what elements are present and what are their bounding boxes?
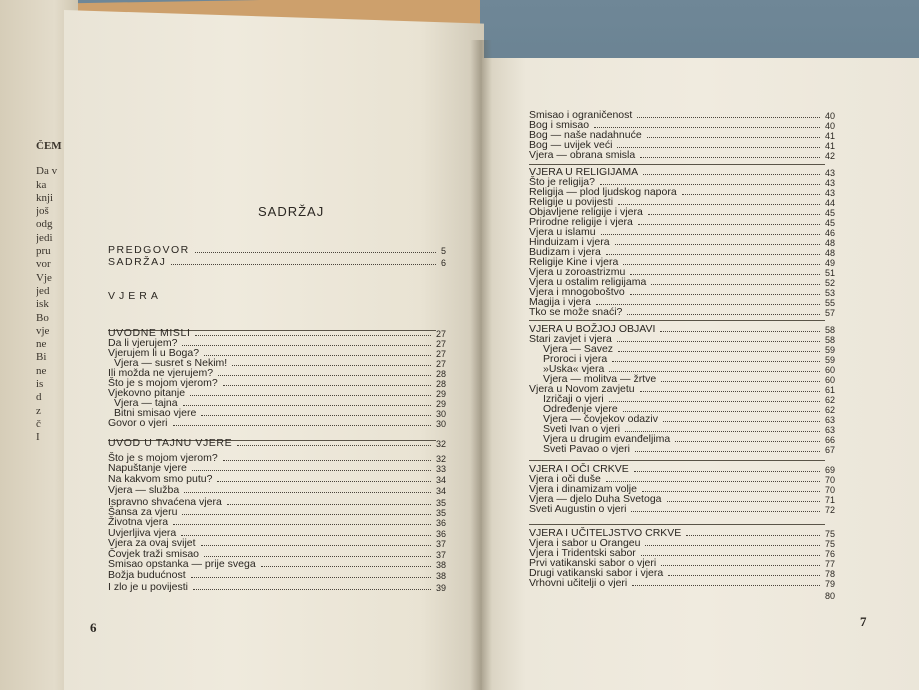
back-book-line: pru — [36, 245, 51, 258]
toc-entry-page: 27 — [435, 329, 446, 339]
toc-entry-page: 48 — [824, 248, 835, 258]
toc-entry-title: Drugi vatikanski sabor i vjera — [529, 567, 664, 579]
toc-leader-dots — [606, 481, 820, 482]
toc-entry-page: 80 — [824, 591, 835, 601]
toc-entry-page: 40 — [824, 111, 835, 121]
toc-leader-dots — [201, 545, 431, 546]
toc-entry-title: Magija i vjera — [529, 296, 591, 308]
toc-entry-title: Vjera u drugim evanđeljima — [543, 433, 671, 445]
toc-entry-page: 36 — [435, 518, 446, 528]
toc-entry-page: 70 — [824, 485, 835, 495]
toc-leader-dots — [635, 451, 820, 452]
toc-entry-page: 78 — [824, 569, 835, 579]
toc-heading: SADRŽAJ — [258, 204, 325, 219]
toc-entry-page: 30 — [435, 409, 446, 419]
back-book-line: ne — [36, 338, 47, 351]
toc-leader-dots — [631, 511, 820, 512]
toc-entry-page: 45 — [824, 208, 835, 218]
toc-entry-page: 43 — [824, 188, 835, 198]
toc-entry-page: 49 — [824, 258, 835, 268]
toc-entry — [529, 503, 835, 515]
toc-leader-dots — [651, 284, 820, 285]
toc-leader-dots — [218, 375, 431, 376]
toc-entry-page: 35 — [435, 498, 446, 508]
toc-leader-dots — [223, 460, 431, 461]
toc-entry-page: 75 — [824, 529, 835, 539]
section-rule — [529, 320, 825, 321]
toc-entry-title: Vjera i sabor u Orangeu — [529, 537, 641, 549]
book-gutter — [470, 40, 492, 690]
toc-entry-title: Božja budućnost — [108, 569, 186, 581]
toc-entry-page: 32 — [435, 439, 446, 449]
toc-entry-page: 76 — [824, 549, 835, 559]
toc-entry-page: 66 — [824, 435, 835, 445]
toc-leader-dots — [204, 355, 431, 356]
toc-entry-title: Vjekovno pitanje — [108, 387, 186, 399]
toc-leader-dots — [193, 589, 431, 590]
toc-entry-page: 37 — [435, 539, 446, 549]
toc-leader-dots — [661, 565, 820, 566]
toc-leader-dots — [623, 411, 820, 412]
toc-entry-page: 75 — [824, 539, 835, 549]
toc-leader-dots — [596, 304, 820, 305]
toc-entry-title: Vjerujem li u Boga? — [108, 347, 200, 359]
back-book-line: Da v — [36, 165, 58, 178]
toc-leader-dots — [645, 545, 820, 546]
toc-entry-title: Bitni smisao vjere — [114, 407, 197, 419]
toc-entry-title: Prvi vatikanski sabor o vjeri — [529, 557, 657, 569]
toc-entry — [108, 417, 446, 429]
toc-entry-title: Prirodne religije i vjera — [529, 216, 633, 228]
toc-leader-dots — [660, 331, 820, 332]
toc-entry-page: 35 — [435, 508, 446, 518]
toc-leader-dots — [640, 391, 820, 392]
toc-entry-page: 41 — [824, 141, 835, 151]
toc-entry-page: 62 — [824, 395, 835, 405]
toc-entry-page: 33 — [435, 464, 446, 474]
toc-leader-dots — [638, 224, 820, 225]
toc-leader-dots — [232, 365, 431, 366]
toc-leader-dots — [600, 184, 820, 185]
toc-entry-title: Životna vjera — [108, 516, 169, 528]
toc-leader-dots — [171, 264, 436, 265]
toc-leader-dots — [627, 314, 820, 315]
back-book-line: is — [36, 378, 44, 391]
toc-entry — [108, 484, 446, 496]
toc-entry-page: 28 — [435, 369, 446, 379]
toc-entry-page: 55 — [824, 298, 835, 308]
toc-leader-dots — [183, 405, 431, 406]
toc-entry-title: Smisao opstanka — prije svega — [108, 558, 256, 570]
toc-entry-title: Religije u povijesti — [529, 196, 614, 208]
toc-leader-dots — [661, 381, 820, 382]
page-number-right: 7 — [860, 614, 867, 629]
toc-entry-title: Proroci i vjera — [543, 353, 608, 365]
toc-leader-dots — [237, 445, 431, 446]
toc-leader-dots — [601, 234, 820, 235]
toc-entry-title: Tko se može snaći? — [529, 306, 623, 318]
toc-entry-page: 6 — [440, 258, 446, 268]
toc-leader-dots — [617, 341, 820, 342]
toc-leader-dots — [227, 504, 431, 505]
toc-entry-title: Vjera u Novom zavjetu — [529, 383, 635, 395]
toc-leader-dots — [686, 535, 820, 536]
back-book-line: z — [36, 404, 41, 417]
toc-entry-page: 30 — [435, 419, 446, 429]
back-book-line: Vje — [36, 271, 52, 284]
section-rule — [529, 164, 825, 165]
toc-leader-dots — [618, 351, 820, 352]
toc-entry-title: »Uska« vjera — [543, 363, 605, 375]
toc-entry-title: Vjera i oči duše — [529, 473, 601, 485]
toc-entry-title: Objavljene religije i vjera — [529, 206, 643, 218]
toc-entry-page: 32 — [435, 454, 446, 464]
toc-entry-page: 36 — [435, 529, 446, 539]
back-book-line: vor — [36, 258, 51, 271]
toc-leader-dots — [632, 585, 820, 586]
toc-entry-page: 69 — [824, 465, 835, 475]
section-rule — [529, 524, 825, 525]
toc-entry — [108, 256, 446, 268]
toc-entry — [529, 443, 835, 455]
toc-entry-title: Vjera — obrana smisla — [529, 149, 636, 161]
toc-entry-title: Religija — plod ljudskog napora — [529, 186, 677, 198]
toc-entry — [108, 581, 446, 593]
toc-entry-page: 77 — [824, 559, 835, 569]
toc-entry-title: Budizam i vjera — [529, 246, 601, 258]
toc-leader-dots — [195, 252, 436, 253]
toc-entry-page: 63 — [824, 425, 835, 435]
back-book-line: Bi — [36, 351, 47, 364]
toc-entry-title: Vjera u islamu — [529, 226, 596, 238]
toc-leader-dots — [623, 264, 820, 265]
toc-entry-page: 39 — [435, 583, 446, 593]
toc-entry-title: UVOD U TAJNU VJERE — [108, 437, 233, 449]
toc-leader-dots — [594, 127, 820, 128]
back-book-line: isk — [36, 298, 49, 311]
toc-entry-page: 38 — [435, 571, 446, 581]
toc-entry-page: 27 — [435, 349, 446, 359]
toc-entry-page: 58 — [824, 325, 835, 335]
toc-entry-title: Vjera — čovjekov odaziv — [543, 413, 658, 425]
toc-entry-title: PREDGOVOR — [108, 244, 190, 256]
toc-entry — [108, 244, 446, 256]
toc-entry-title: Određenje vjere — [543, 403, 618, 415]
toc-entry-page: 27 — [435, 359, 446, 369]
toc-leader-dots — [609, 401, 820, 402]
toc-leader-dots — [173, 524, 431, 525]
toc-entry — [108, 569, 446, 581]
toc-entry-title: Vjera u zoroastrizmu — [529, 266, 626, 278]
toc-entry-title: UVODNE MISLI — [108, 327, 191, 339]
toc-entry-title: Što je s mojom vjerom? — [108, 452, 218, 464]
back-book-line: č — [36, 417, 41, 430]
toc-entry-title: Čovjek traži smisao — [108, 548, 200, 560]
toc-leader-dots — [648, 214, 820, 215]
toc-entry-title: Izričaji o vjeri — [543, 393, 604, 405]
toc-entry-title: Bog — naše nadahnuće — [529, 129, 642, 141]
toc-leader-dots — [637, 117, 820, 118]
toc-leader-dots — [643, 174, 820, 175]
toc-entry-page: 5 — [440, 246, 446, 256]
toc-entry-title: VJERA U BOŽJOJ OBJAVI — [529, 323, 656, 335]
toc-leader-dots — [615, 244, 820, 245]
back-book-line: d — [36, 391, 42, 404]
toc-entry-page: 28 — [435, 379, 446, 389]
toc-leader-dots — [625, 431, 820, 432]
toc-entry-title: Vjera i dinamizam volje — [529, 483, 637, 495]
toc-entry-page: 38 — [435, 560, 446, 570]
toc-leader-dots — [682, 194, 820, 195]
toc-entry-page: 44 — [824, 198, 835, 208]
toc-entry-title: Vrhovni učitelji o vjeri — [529, 577, 628, 589]
toc-entry-title: Šansa za vjeru — [108, 506, 178, 518]
toc-entry-title: Vjera — služba — [108, 484, 180, 496]
toc-leader-dots — [184, 492, 431, 493]
toc-leader-dots — [663, 421, 820, 422]
section-rule — [529, 460, 825, 461]
toc-entry-title: Vjera — susret s Nekim! — [114, 357, 228, 369]
toc-entry-page: 67 — [824, 445, 835, 455]
back-book-line: još — [36, 205, 49, 218]
toc-leader-dots — [618, 204, 820, 205]
toc-entry-page: 37 — [435, 550, 446, 560]
toc-entry-page: 43 — [824, 168, 835, 178]
toc-entry-title: Vjera u ostalim religijama — [529, 276, 647, 288]
toc-entry-page: 48 — [824, 238, 835, 248]
toc-leader-dots — [606, 254, 820, 255]
toc-entry-title: Hinduizam i vjera — [529, 236, 610, 248]
toc-entry-title: Na kakvom smo putu? — [108, 473, 213, 485]
toc-entry-page: 63 — [824, 415, 835, 425]
toc-entry — [529, 577, 835, 589]
toc-entry-title: VJERA U RELIGIJAMA — [529, 166, 639, 178]
toc-entry-page: 70 — [824, 475, 835, 485]
toc-leader-dots — [195, 335, 431, 336]
toc-entry-title: Što je religija? — [529, 176, 595, 188]
toc-leader-dots — [261, 566, 431, 567]
toc-entry-title: Sveti Pavao o vjeri — [543, 443, 630, 455]
toc-leader-dots — [612, 361, 820, 362]
toc-entry-title: SADRŽAJ — [108, 256, 167, 268]
toc-entry-page: 41 — [824, 131, 835, 141]
toc-leader-dots — [204, 556, 431, 557]
toc-entry-page: 58 — [824, 335, 835, 345]
toc-entry-title: Sveti Ivan o vjeri — [543, 423, 621, 435]
toc-entry-title: Napuštanje vjere — [108, 462, 187, 474]
toc-leader-dots — [181, 535, 431, 536]
toc-leader-dots — [667, 501, 820, 502]
toc-entry-page: 27 — [435, 339, 446, 349]
toc-entry — [529, 589, 835, 601]
toc-leader-dots — [217, 481, 431, 482]
toc-entry-title: Uvjerljiva vjera — [108, 527, 177, 539]
toc-entry-page: 34 — [435, 486, 446, 496]
toc-entry-title: Ispravno shvaćena vjera — [108, 496, 222, 508]
toc-leader-dots — [609, 371, 820, 372]
right-toc — [529, 103, 835, 603]
toc-entry-title: Vjera za ovaj svijet — [108, 537, 196, 549]
toc-entry-title: Smisao i ograničenost — [529, 109, 633, 121]
toc-entry-title: VJERA I UČITELJSTVO CRKVE — [529, 527, 682, 539]
back-book-line: Bo — [36, 311, 49, 324]
toc-leader-dots — [617, 147, 820, 148]
toc-entry-page: 29 — [435, 389, 446, 399]
toc-entry-page: 43 — [824, 178, 835, 188]
back-book-title: ČEM — [36, 140, 62, 152]
toc-entry-page: 51 — [824, 268, 835, 278]
toc-entry-title: VJERA — [108, 290, 162, 302]
toc-entry-title: I zlo je u povijesti — [108, 581, 188, 593]
toc-entry-page: 59 — [824, 355, 835, 365]
toc-entry-page: 45 — [824, 218, 835, 228]
toc-entry — [108, 290, 446, 302]
back-book-line: ka — [36, 178, 47, 191]
toc-entry-page: 46 — [824, 228, 835, 238]
toc-leader-dots — [182, 514, 431, 515]
toc-leader-dots — [201, 415, 431, 416]
toc-leader-dots — [668, 575, 820, 576]
back-book-line: odg — [36, 218, 53, 231]
toc-entry-page: 34 — [435, 475, 446, 485]
toc-entry-title: VJERA I OČI CRKVE — [529, 463, 629, 475]
toc-entry-page: 79 — [824, 579, 835, 589]
toc-entry-page: 60 — [824, 375, 835, 385]
toc-entry-page: 40 — [824, 121, 835, 131]
toc-entry-page: 42 — [824, 151, 835, 161]
toc-entry-title: Govor o vjeri — [108, 417, 168, 429]
toc-entry-page: 59 — [824, 345, 835, 355]
toc-entry-title: Da li vjerujem? — [108, 337, 178, 349]
toc-leader-dots — [192, 470, 431, 471]
toc-leader-dots — [642, 491, 820, 492]
back-book-line: ne — [36, 364, 47, 377]
toc-entry-title: Vjera — Savez — [543, 343, 614, 355]
left-toc — [108, 240, 446, 620]
back-book-line: knji — [36, 191, 54, 204]
toc-leader-dots — [223, 385, 431, 386]
toc-entry-title: Bog i smisao — [529, 119, 590, 131]
toc-leader-dots — [630, 274, 820, 275]
toc-entry-title: Bog — uvijek veći — [529, 139, 613, 151]
toc-entry-title: Vjera i mnogoboštvo — [529, 286, 625, 298]
page-number-left: 6 — [90, 620, 97, 635]
toc-leader-dots — [173, 425, 431, 426]
toc-entry-page: 61 — [824, 385, 835, 395]
toc-entry-title: Stari zavjet i vjera — [529, 333, 612, 345]
toc-entry-title: Ili možda ne vjerujem? — [108, 367, 214, 379]
toc-entry-title: Vjera — djelo Duha Svetoga — [529, 493, 662, 505]
toc-leader-dots — [647, 137, 820, 138]
toc-entry-page: 52 — [824, 278, 835, 288]
toc-entry-page: 71 — [824, 495, 835, 505]
toc-leader-dots — [191, 577, 431, 578]
toc-entry-page: 29 — [435, 399, 446, 409]
toc-entry-title: Vjera — tajna — [114, 397, 178, 409]
toc-entry-title: Vjera i Tridentski sabor — [529, 547, 636, 559]
toc-entry — [529, 149, 835, 161]
toc-entry-title: Sveti Augustin o vjeri — [529, 503, 627, 515]
toc-leader-dots — [634, 471, 820, 472]
back-book-line: jed — [36, 284, 50, 297]
toc-leader-dots — [630, 294, 820, 295]
toc-entry-page: 72 — [824, 505, 835, 515]
toc-entry-page: 57 — [824, 308, 835, 318]
toc-leader-dots — [190, 395, 431, 396]
toc-entry-page: 53 — [824, 288, 835, 298]
toc-entry — [529, 306, 835, 318]
back-book-line: vje — [36, 324, 50, 337]
toc-leader-dots — [641, 555, 820, 556]
toc-leader-dots — [640, 157, 820, 158]
back-book-line: jedi — [36, 231, 53, 244]
back-book-line: I — [36, 431, 40, 444]
toc-entry — [108, 437, 446, 449]
toc-entry-page: 60 — [824, 365, 835, 375]
toc-entry-page: 62 — [824, 405, 835, 415]
toc-entry-title: Religije Kine i vjera — [529, 256, 619, 268]
toc-entry-title: Što je s mojom vjerom? — [108, 377, 218, 389]
toc-leader-dots — [182, 345, 431, 346]
toc-entry-title: Vjera — molitva — žrtve — [543, 373, 657, 385]
toc-leader-dots — [675, 441, 820, 442]
